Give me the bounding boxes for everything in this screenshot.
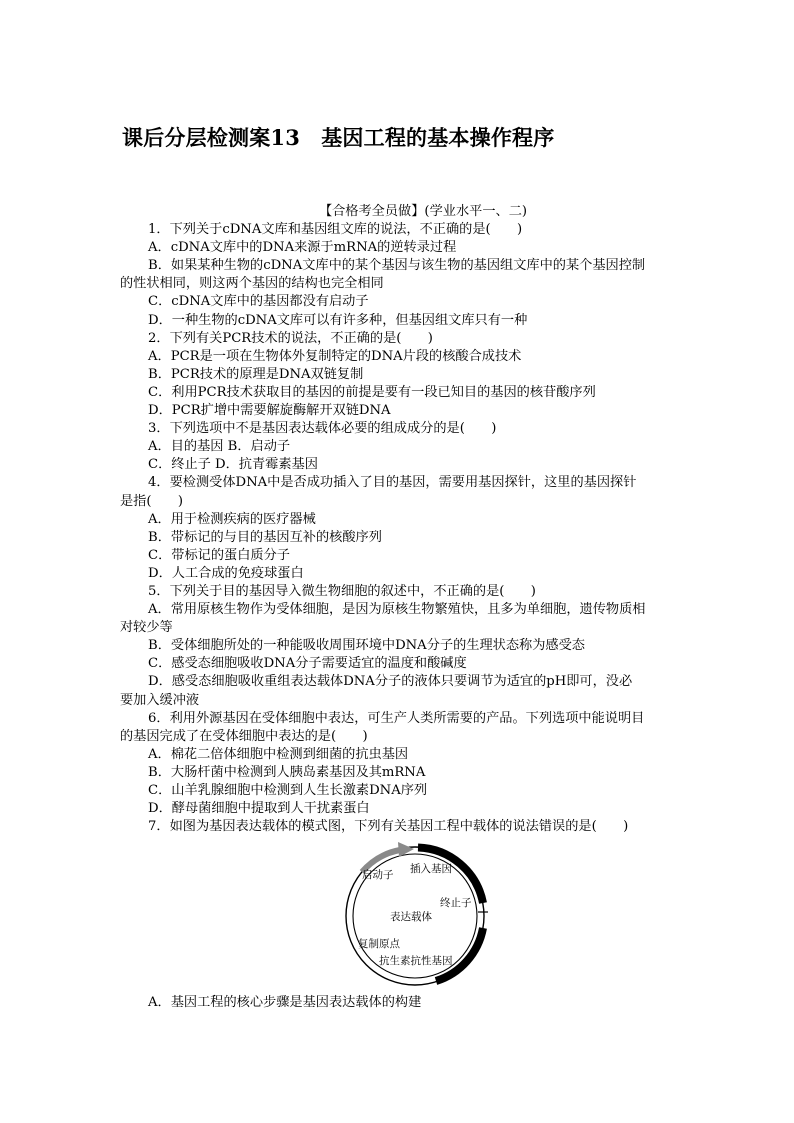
question [120, 474, 680, 583]
section-header: 【合格考全员做】(学业水平一、二) [318, 204, 528, 219]
question [120, 221, 680, 330]
page-title: 课后分层检测案13 基因工程的基本操作程序 [122, 125, 555, 150]
answer-option: A．棉花二倍体细胞中检测到细菌的抗虫基因 [148, 746, 409, 762]
question [120, 583, 680, 710]
answer-option: B．大肠杆菌中检测到人胰岛素基因及其mRNA [148, 764, 426, 780]
answer-option: C．终止子 D．抗青霉素基因 [148, 457, 318, 473]
question-stem: 是指( ) [120, 493, 184, 509]
answer-option: D．酵母菌细胞中提取到人干扰素蛋白 [148, 801, 370, 817]
answer-option: A．常用原核生物作为受体细胞，是因为原核生物繁殖快，且多为单细胞，遗传物质相 [148, 602, 646, 618]
answer-option: D．感受态细胞吸收重组表达载体DNA分子的液体只要调节为适宜的pH即可，没必 [148, 674, 633, 690]
answer-option: C．带标记的蛋白质分子 [148, 547, 290, 563]
question-list [120, 221, 680, 1012]
answer-option: C．感受态细胞吸收DNA分子需要适宜的温度和酸碱度 [148, 656, 467, 672]
answer-option: D．人工合成的免疫球蛋白 [148, 565, 304, 581]
question [120, 420, 680, 474]
origin-label: 复制原点 [358, 938, 400, 951]
question [120, 818, 680, 1012]
answer-option: B．受体细胞所处的一种能吸收周围环境中DNA分子的生理状态称为感受态 [148, 638, 585, 654]
answer-option: A．用于检测疾病的医疗器械 [148, 511, 316, 527]
question-stem: 1．下列关于cDNA文库和基因组文库的说法，不正确的是( ) [148, 222, 523, 238]
question-stem: 的基因完成了在受体细胞中表达的是( ) [120, 728, 368, 744]
answer-option: D．PCR扩增中需要解旋酶解开双链DNA [148, 403, 391, 419]
question-stem: 4．要检测受体DNA中是否成功插入了目的基因，需要用基因探针，这里的基因探针 [148, 475, 637, 491]
question-stem: 7．如图为基因表达载体的模式图，下列有关基因工程中载体的说法错误的是( ) [148, 819, 629, 835]
answer-option: A．基因工程的核心步骤是基因表达载体的构建 [148, 995, 422, 1011]
question-stem: 3．下列选项中不是基因表达载体必要的组成成分的是( ) [148, 421, 497, 437]
answer-option: C．cDNA文库中的基因都没有启动子 [148, 294, 369, 310]
question-body [120, 203, 680, 1012]
promoter-label: 启动子 [362, 869, 394, 882]
question-stem: 2．下列有关PCR技术的说法，不正确的是( ) [148, 330, 433, 346]
answer-option: 对较少等 [120, 620, 173, 636]
answer-option: B．带标记的与目的基因互补的核酸序列 [148, 529, 382, 545]
answer-option: A．PCR是一项在生物体外复制特定的DNA片段的核酸合成技术 [148, 348, 522, 364]
expression-vector-diagram [120, 836, 680, 994]
question-stem: 6．利用外源基因在受体细胞中表达，可生产人类所需要的产品。下列选项中能说明目 [148, 710, 645, 726]
answer-option: 的性状相同，则这两个基因的结构也完全相同 [120, 276, 384, 292]
question [120, 710, 680, 819]
terminator-label: 终止子 [440, 897, 472, 910]
question [120, 330, 680, 420]
resistance-gene-label: 抗生素抗性基因 [379, 955, 453, 968]
insert-gene-label: 插入基因 [410, 863, 452, 876]
answer-option: A．cDNA文库中的DNA来源于mRNA的逆转录过程 [148, 240, 457, 256]
answer-option: 要加入缓冲液 [120, 692, 200, 708]
plasmid-diagram [340, 836, 490, 994]
vector-label: 表达载体 [390, 911, 432, 924]
answer-option: B．如果某种生物的cDNA文库中的某个基因与该生物的基因组文库中的某个基因控制 [148, 258, 646, 274]
answer-option: A．目的基因 B．启动子 [148, 439, 291, 455]
answer-option: B．PCR技术的原理是DNA双链复制 [148, 366, 364, 382]
question-stem: 5．下列关于目的基因导入微生物细胞的叙述中，不正确的是( ) [148, 583, 536, 599]
answer-option: C．山羊乳腺细胞中检测到人生长激素DNA序列 [148, 783, 428, 798]
answer-option: D．一种生物的cDNA文库可以有许多种，但基因组文库只有一种 [148, 312, 528, 328]
answer-option: C．利用PCR技术获取目的基因的前提是要有一段已知目的基因的核苷酸序列 [148, 384, 596, 400]
